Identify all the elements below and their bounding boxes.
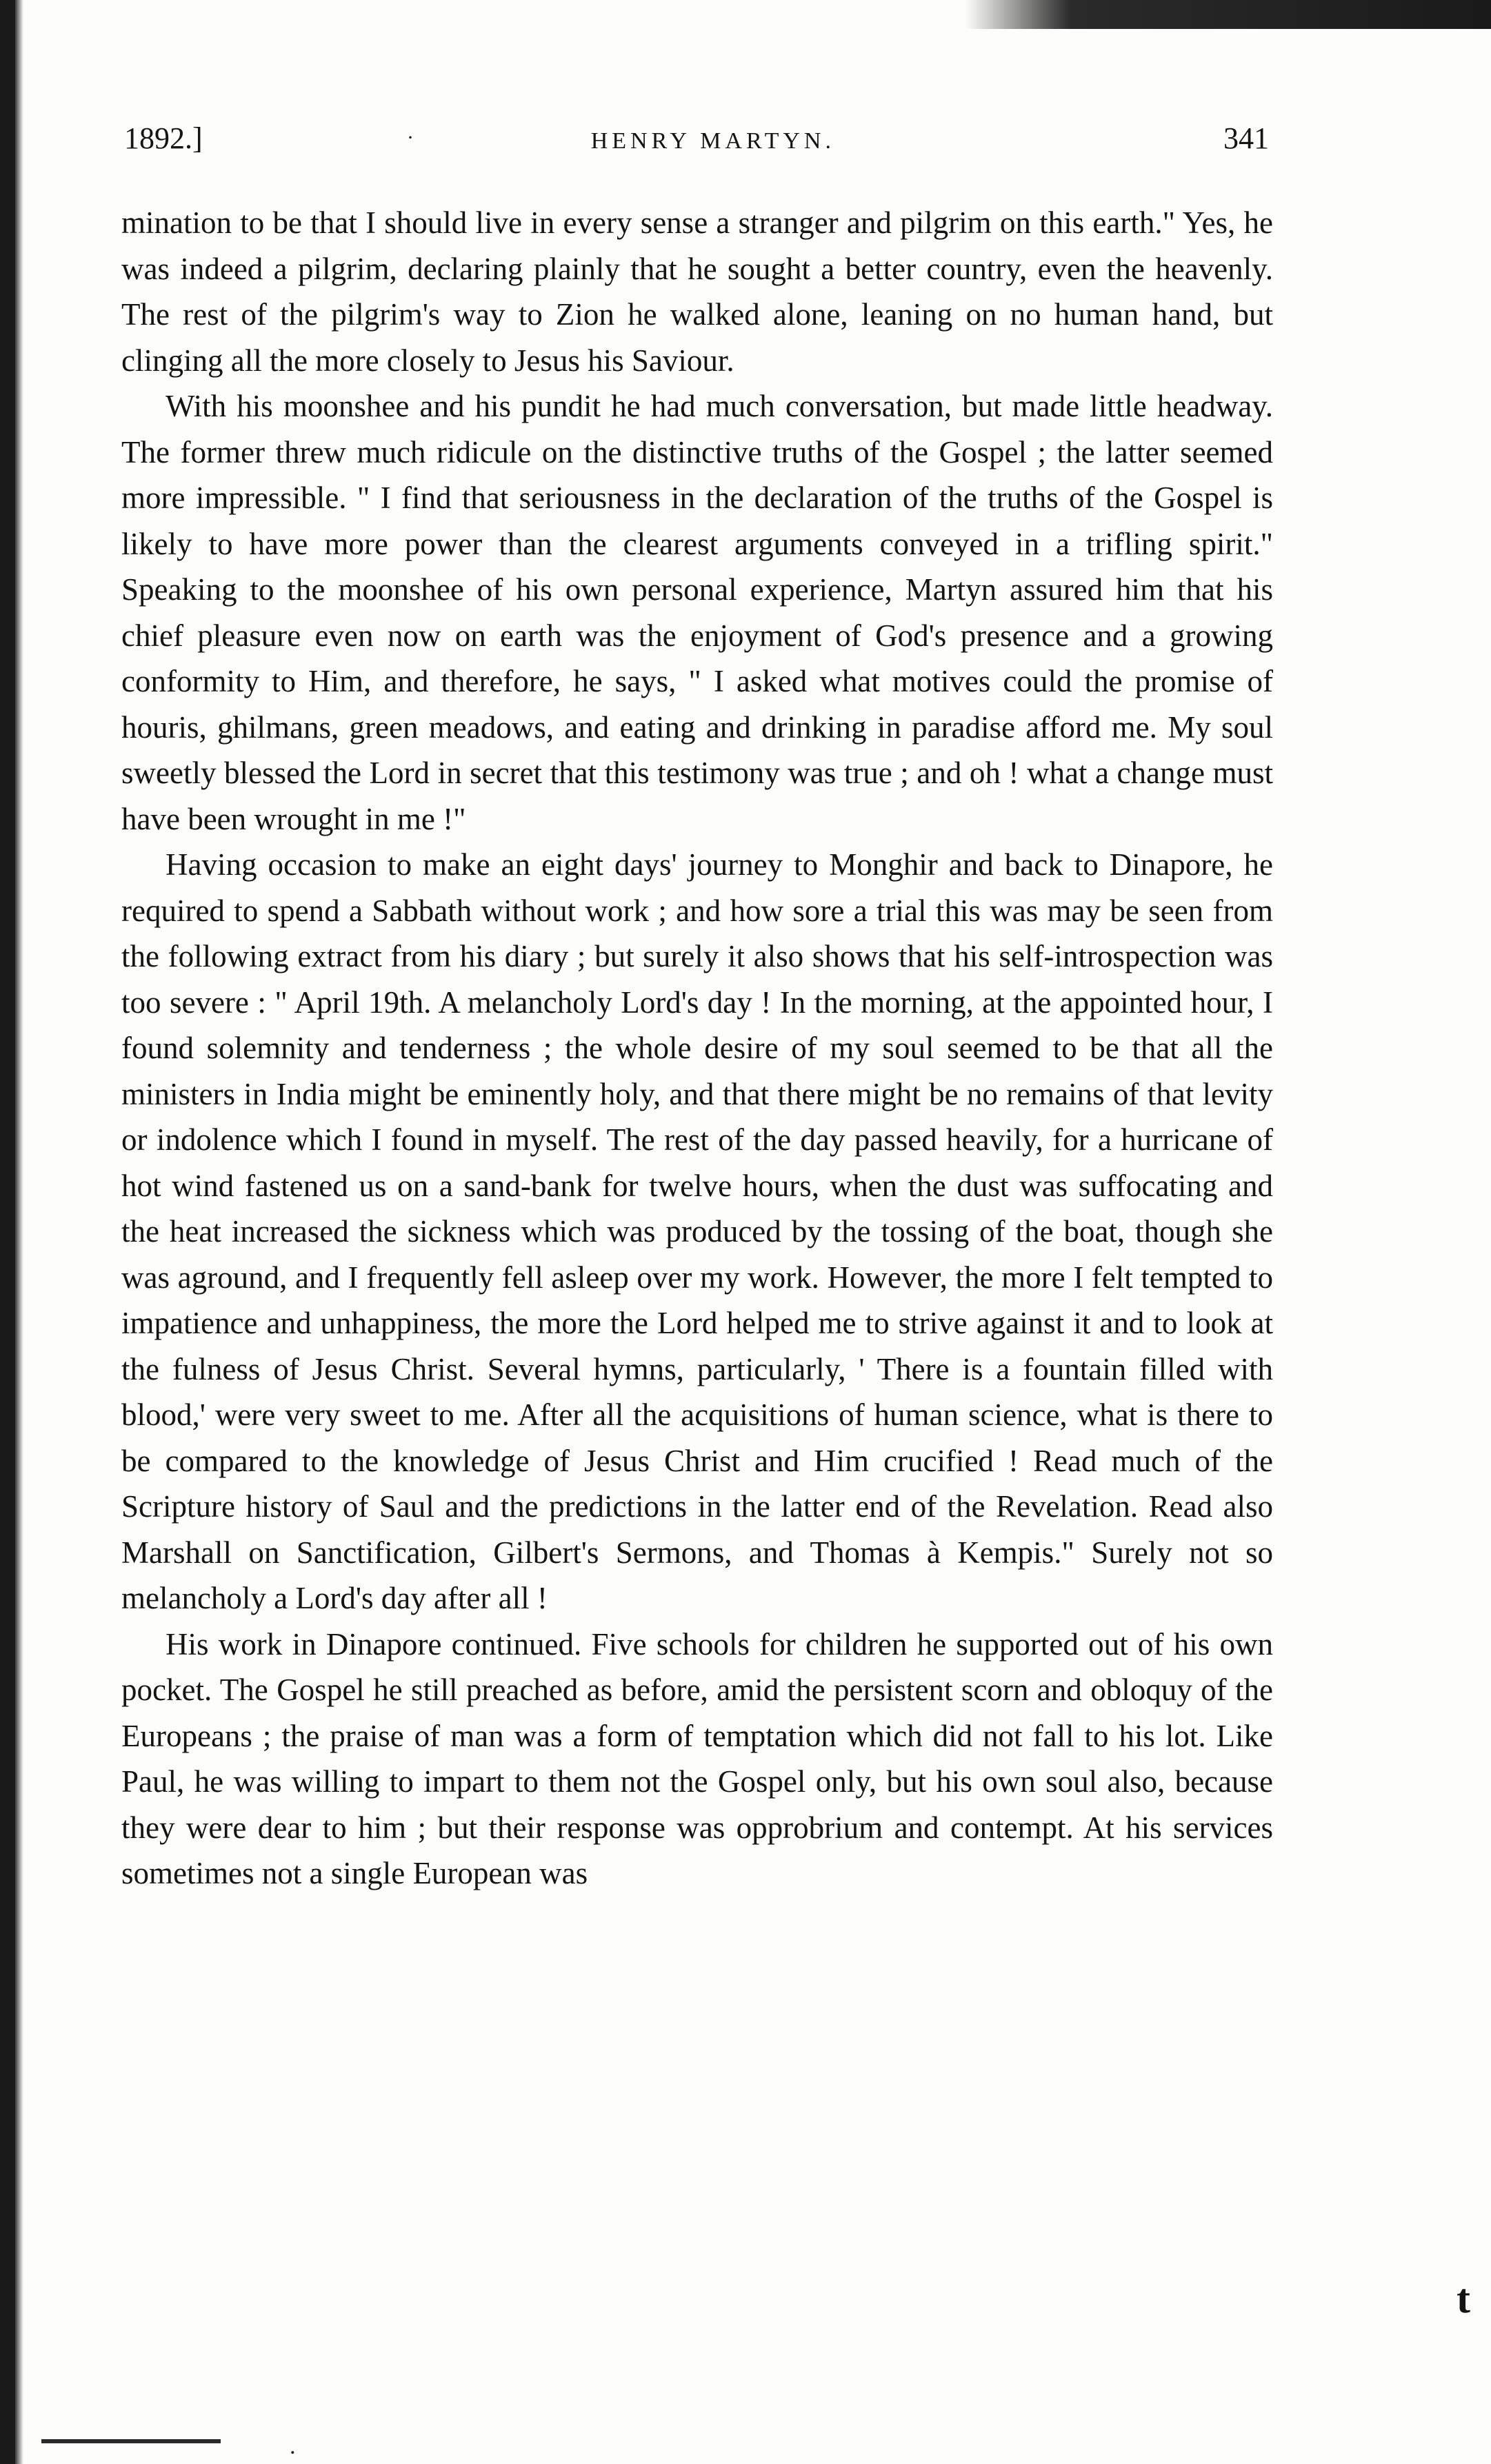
margin-mark: t: [1457, 2276, 1470, 2321]
scan-top-edge: [965, 0, 1491, 29]
paragraph-1: mination to be that I should live in every sense a stranger and pilgrim on this earth." Yes, he was indeed a pilgrim, declaring plainly that he sought a better country, even the heavenly. The rest of the pilgrim's way to Zion he walked alone, leaning on no human hand, but clinging all the more closely to Jesus his Saviour.: [121, 205, 1273, 378]
header-title: HENRY MARTYN.: [590, 128, 835, 154]
margin-dot: .: [290, 2434, 296, 2459]
paragraph-3: Having occasion to make an eight days' journey to Monghir and back to Dinapore, he required to spend a Sabbath without work ; and how sore a trial this was may be seen from the following extract from his diary ; but surely it also shows that his self-introspection was too severe : " April 19th. A melancholy Lord's day ! In the morning, at the appointed hour, I found solemnity and tenderness ; the whole desire of my soul seemed to be that all the ministers in India might be eminently holy, and that there might be no remains of that levity or indolence which I found in myself. The rest of the day passed heavily, for a hurricane of hot wind fastened us on a sand-bank for twelve hours, when the dust was suffocating and the heat increased the sickness which was produced by the tossing of the boat, though she was aground, and I frequently fell asleep over my work. However, the more I felt tempted to impatience and unhappiness, the more the Lord helped me to strive against it and to look at the fulness of Jesus Christ. Several hymns, particularly, ' There is a fountain filled with blood,' were very sweet to me. After all the acquisitions of human science, what is there to be compared to the knowledge of Jesus Christ and Him crucified ! Read much of the Scripture history of Saul and the predictions in the latter end of the Revelation. Read also Marshall on Sanctification, Gilbert's Sermons, and Thomas à Kempis." Surely not so melancholy a Lord's day after all !: [121, 847, 1273, 1615]
bottom-rule: [41, 2439, 221, 2443]
header-dot: ·: [407, 126, 414, 149]
page-binding-shadow: [0, 0, 15, 2464]
header-year: 1892.]: [124, 121, 203, 155]
page-number: 341: [1223, 121, 1269, 155]
binding-gradient: [15, 0, 23, 2464]
body-text: [121, 200, 1273, 1897]
paragraph-4: His work in Dinapore continued. Five schools for children he supported out of his own pocket. The Gospel he still preached as before, amid the persistent scorn and obloquy of the Europeans ; the praise of man was a form of temptation which did not fall to his lot. Like Paul, he was willing to impart to them not the Gospel only, but his own soul also, because they were dear to him ; but their response was opprobrium and contempt. At his services sometimes not a single European was: [121, 1626, 1273, 1890]
running-header: [124, 121, 1269, 169]
paragraph-2: With his moonshee and his pundit he had much conversation, but made little headway. The former threw much ridicule on the distinctive truths of the Gospel ; the latter seemed more impressible. " I find that seriousness in the declaration of the truths of the Gospel is likely to have more power than the clearest arguments conveyed in a trifling spirit." Speaking to the moonshee of his own personal experience, Martyn assured him that his chief pleasure even now on earth was the enjoyment of God's presence and a growing conformity to Him, and therefore, he says, " I asked what motives could the promise of houris, ghilmans, green meadows, and eating and drinking in paradise afford me. My soul sweetly blessed the Lord in secret that this testimony was true ; and oh ! what a change must have been wrought in me !": [121, 389, 1273, 836]
